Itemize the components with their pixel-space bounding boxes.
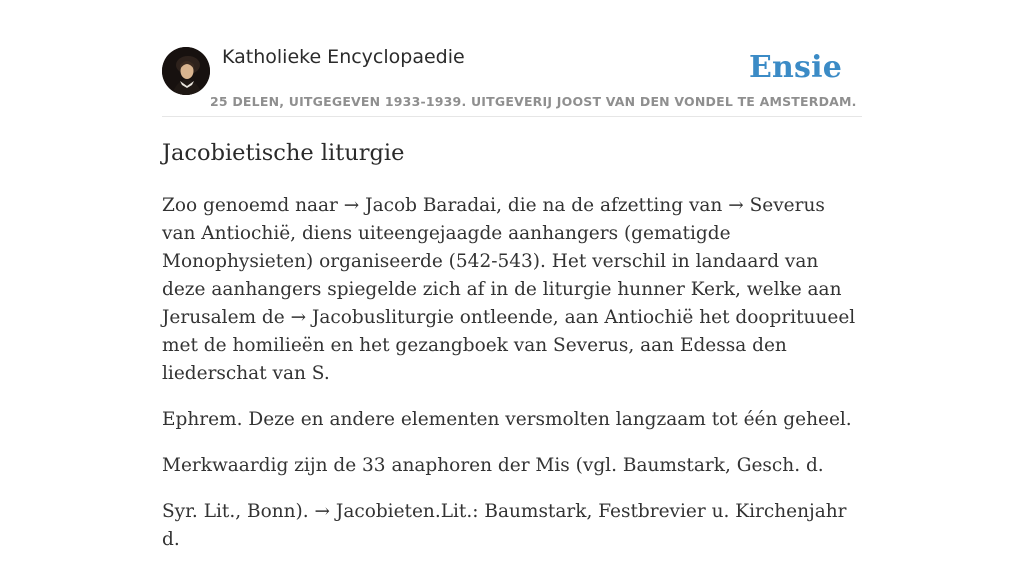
article-title: Jacobietische liturgie	[162, 140, 405, 166]
source-header	[162, 0, 862, 117]
article-paragraph: Zoo genoemd naar → Jacob Baradai, die na de afzetting van → Severus van Antiochië, diens uiteengejaagde aanhangers (gematigde Monophysieten) organiseerde (542-543). Het verschil in landaard van deze aanhangers spiegelde zich af in de liturgie hunner Kerk, welke aan Jerusalem de → Jacobusliturgie ontleende, aan Antiochië het dooprituueel met de homilieën en het gezangboek van Severus, aan Edessa den liederschat van S.	[162, 195, 856, 384]
ensie-logo[interactable]: Ensie	[748, 50, 842, 85]
article-paragraph: Merkwaardig zijn de 33 anaphoren der Mis (vgl. Baumstark, Gesch. d.	[162, 455, 824, 476]
source-subtitle: 25 DELEN, UITGEGEVEN 1933-1939. UITGEVERIJ JOOST VAN DEN VONDEL TE AMSTERDAM.	[210, 94, 857, 109]
article-paragraph: Ephrem. Deze en andere elementen versmolten langzaam tot één geheel.	[162, 409, 852, 430]
article-paragraph: Syr. Lit., Bonn). → Jacobieten.Lit.: Baumstark, Festbrevier u. Kirchenjahr d.	[162, 501, 847, 550]
article-body	[162, 192, 862, 572]
portrait-avatar-icon[interactable]	[162, 47, 210, 95]
page	[162, 0, 862, 550]
source-title[interactable]: Katholieke Encyclopaedie	[222, 46, 465, 68]
